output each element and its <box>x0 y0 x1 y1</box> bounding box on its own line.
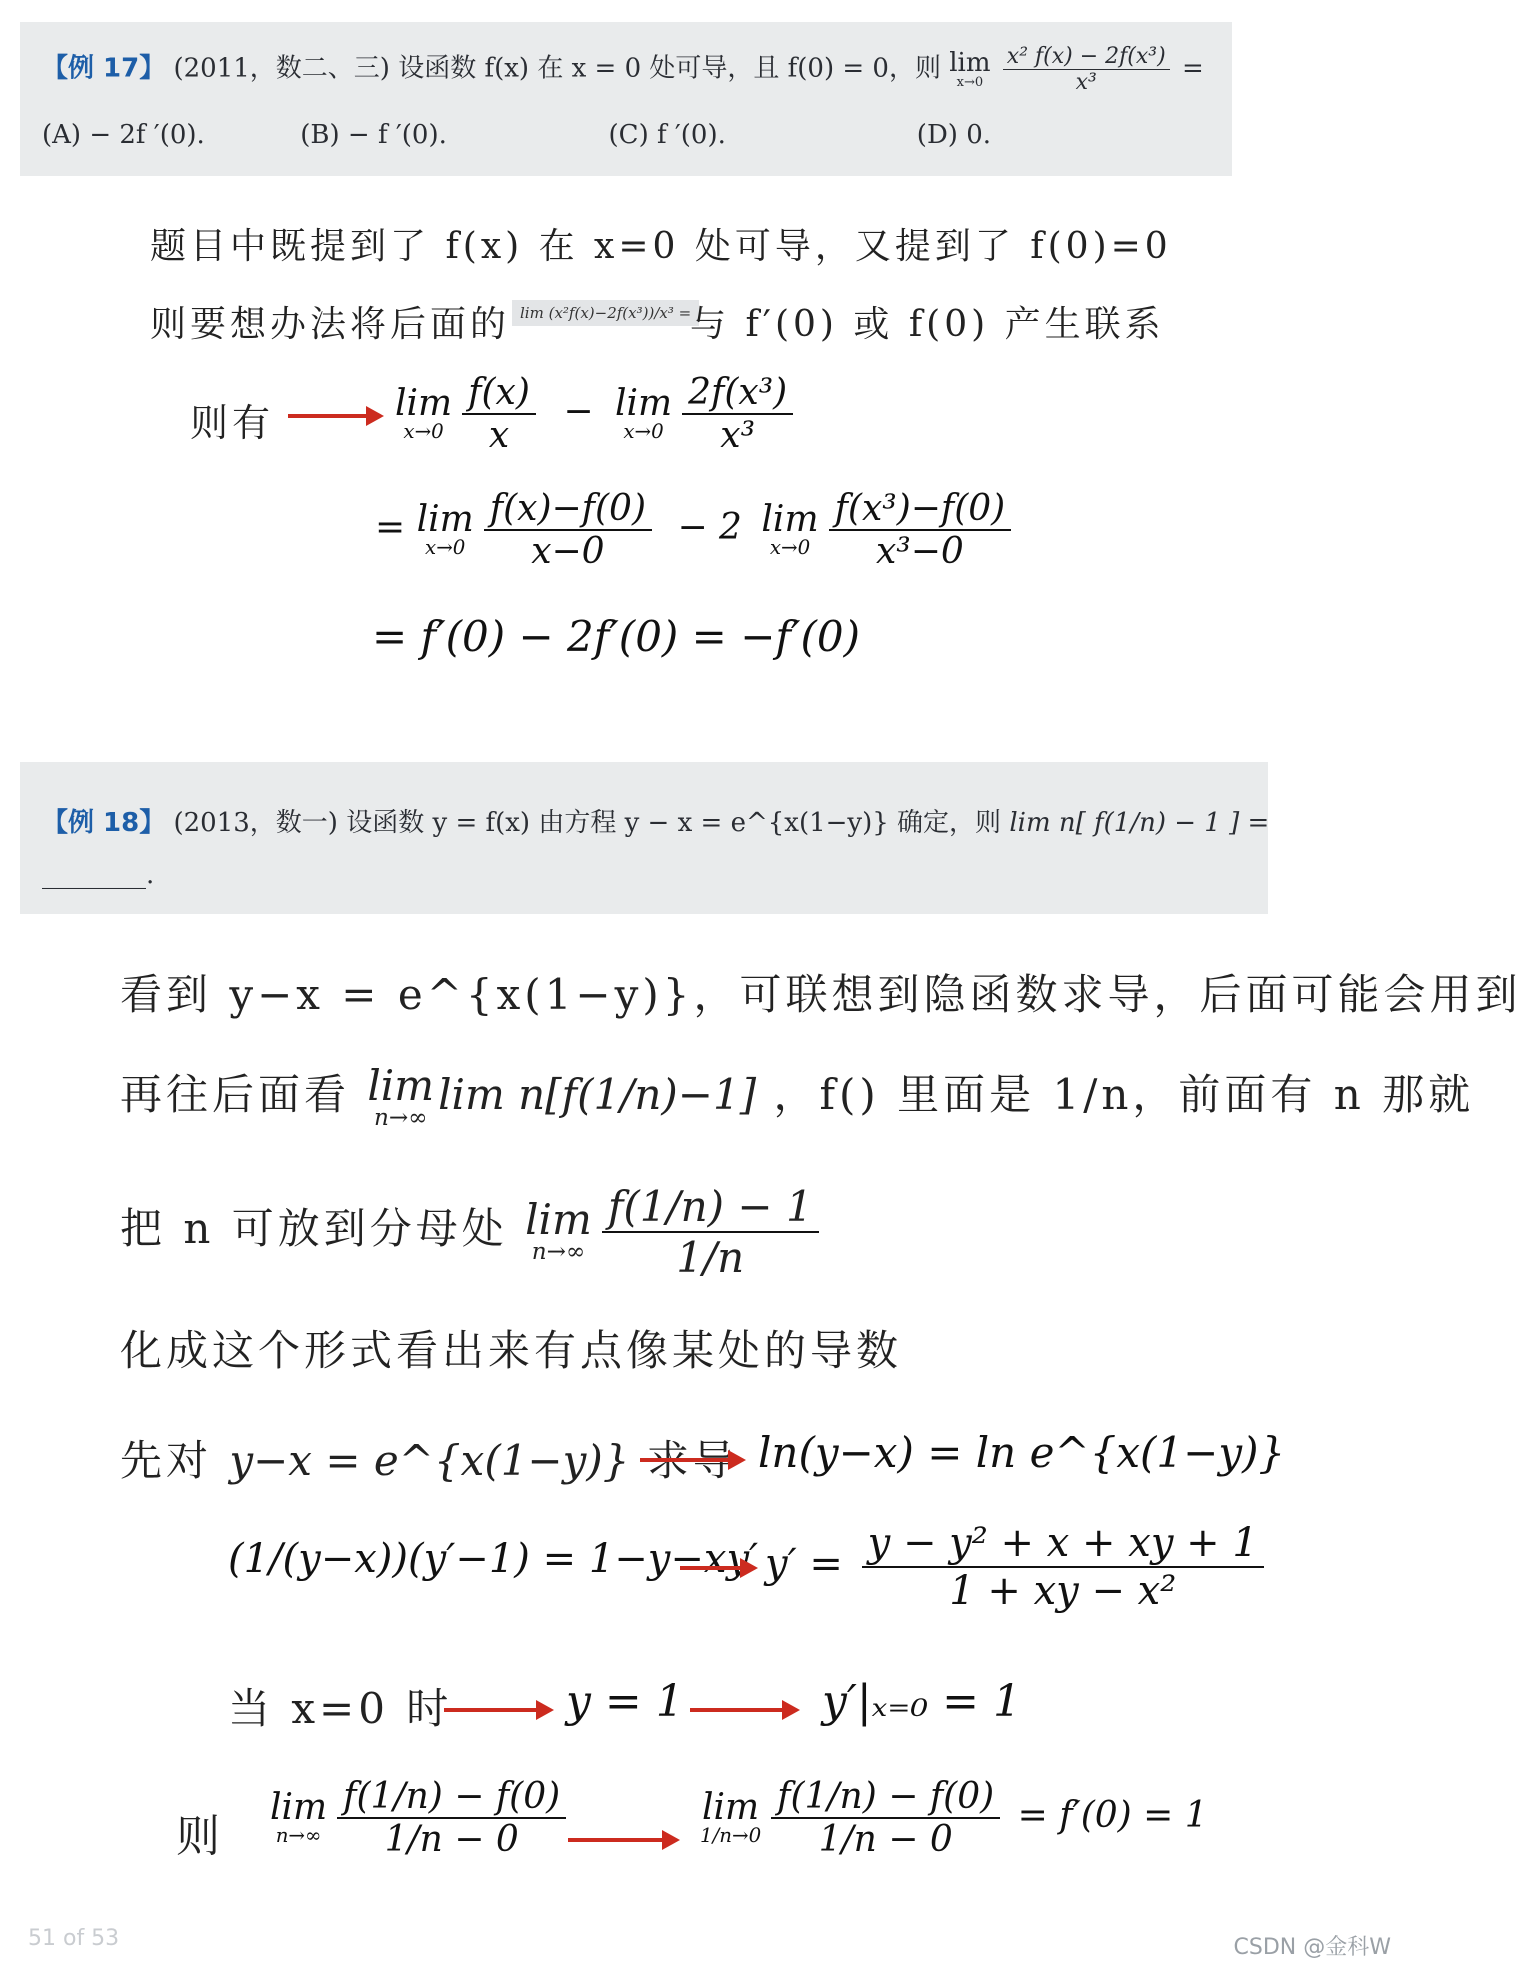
note-18-then: 则 <box>176 1811 224 1862</box>
note-18-line-3: 把 n 可放到分母处 lim n→∞ $\frac{f(1/n) - 1}{1/n}$ <box>120 1182 825 1282</box>
note-18-line-1: 看到 y−x = e^{x(1−y)}，可联想到隐函数求导，后面可能会用到 <box>120 970 1521 1019</box>
then-label: 则有 <box>190 401 275 445</box>
note-17-clipped-formula: lim (x²f(x)−2f(x³))/x³ = <box>512 300 699 326</box>
arrow-right-icon <box>444 1708 538 1712</box>
example-17-tag: 【例 17】 <box>42 53 166 84</box>
note-18-line-4: 化成这个形式看出来有点像某处的导数 <box>120 1326 903 1375</box>
example-18-statement: (2013，数一) 设函数 y = f(x) 由方程 y − x = e^{x(1−y)} 确定，则 <box>173 808 1002 838</box>
note-18-when-x0: 当 x=0 时 <box>228 1684 453 1733</box>
example-18-card <box>20 762 1268 914</box>
note-18-y-prime: y′ = $\frac{\text{y − y² + x + xy + 1}}{\text{1 + xy − x²}}$ <box>765 1520 1270 1614</box>
note-18-y-value: y = 1 <box>566 1676 684 1727</box>
choice-c: (C) f ′(0). <box>608 120 726 150</box>
limit-fraction: $\frac{\text{x² f(x) − 2f(x³)}}{\text{x³}}$ <box>1003 44 1170 95</box>
answer-blank: ________. <box>42 860 155 890</box>
note-18-line-5: 先对 y−x = e^{x(1−y)} 求导 <box>120 1436 739 1485</box>
note-18-limit-a: lim n→∞ $\frac{f(1/n) - f(0)}{1/n - 0}$ <box>270 1776 572 1860</box>
note-17-line-2-end: 与 f′(0) 或 f(0) 产生联系 <box>690 304 1165 345</box>
note-18-y-prime-value: y′|ₓ₌₀ = 1 <box>822 1676 1021 1727</box>
note-17-step-1: lim x→0 $\frac{f(x)}{x}$ − lim x→0 $\frac{\text{2f(x³)}}{\text{x³}}$ <box>395 372 799 456</box>
note-17-step-3: = f′(0) − 2f′(0) = −f′(0) <box>372 612 860 661</box>
note-18-limit-b: lim 1/n→0 $\frac{f(1/n) - f(0)}{1/n - 0}$ = f′(0) = 1 <box>700 1776 1208 1860</box>
watermark-credit: CSDN @金科W <box>1233 1935 1391 1960</box>
arrow-right-icon <box>690 1708 784 1712</box>
limit-symbol: lim x→0 <box>949 48 991 90</box>
arrow-right-icon <box>288 414 368 418</box>
arrow-right-icon <box>680 1566 742 1570</box>
example-18-tag: 【例 18】 <box>42 808 166 838</box>
arrow-right-icon <box>640 1458 730 1462</box>
example-17-card <box>20 22 1232 176</box>
example-17-header: 【例 17】 (2011，数二、三) 设函数 f(x) 在 x = 0 处可导，且 f(0) = 0，则 lim x→0 $\frac{\text{x² f(x) − 2f(x³)}}{\text{x³}}$ = <box>42 44 1204 95</box>
choice-b: (B) − f ′(0). <box>300 120 447 150</box>
note-18-log-form: ln(y−x) = ln e^{x(1−y)} <box>758 1428 1286 1477</box>
example-17-statement: (2011，数二、三) 设函数 f(x) 在 x = 0 处可导，且 f(0) = 0，则 <box>173 53 941 84</box>
note-17-line-1: 题目中既提到了 f(x) 在 x=0 处可导，又提到了 f(0)=0 <box>150 226 1172 267</box>
choice-a: (A) − 2f ′(0). <box>42 120 205 150</box>
example-17-choices <box>42 120 991 150</box>
example-18-limit: lim n[ f(1/n) − 1 ] = <box>1009 808 1270 838</box>
note-17-line-2: 则要想办法将后面的 <box>150 304 511 345</box>
arrow-right-icon <box>568 1838 664 1842</box>
note-18-line-2: 再往后面看 lim n→∞ lim n[f(1/n)−1] ，f() 里面是 1/n，前面有 n 那就 <box>120 1061 1475 1132</box>
note-17-step-2: = lim x→0 $\frac{f(x)-f(0)}{x-0}$ − 2 lim x→0 $\frac{\text{f(x³)−f(0)}}{\text{x³−0}}$ <box>375 488 1017 572</box>
example-18-header <box>42 802 1269 839</box>
page-indicator: 51 of 53 <box>28 1926 120 1951</box>
choice-d: (D) 0. <box>916 120 992 150</box>
note-18-derivative: (1/(y−x))(y′−1) = 1−y−xy′ <box>228 1536 759 1582</box>
